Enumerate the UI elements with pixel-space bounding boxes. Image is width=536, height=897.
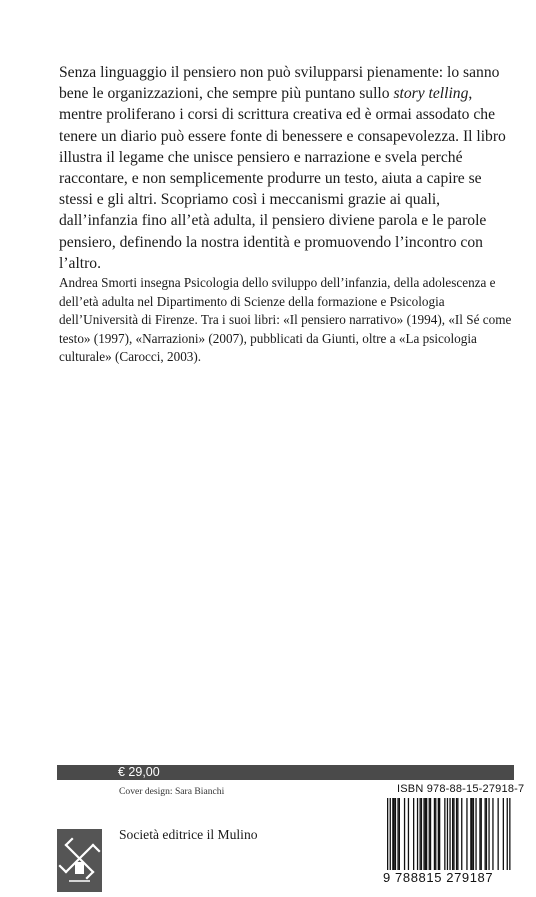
- barcode-bar: [475, 798, 476, 870]
- windmill-icon: [57, 829, 102, 892]
- barcode-bar: [435, 798, 436, 870]
- barcode-bar: [466, 798, 467, 870]
- publisher-logo: [57, 829, 102, 892]
- isbn-barcode: [379, 798, 516, 880]
- barcode-bar: [430, 798, 431, 870]
- barcode-bar: [481, 798, 482, 870]
- barcode-bar: [447, 798, 448, 876]
- barcode-bar: [507, 798, 508, 876]
- barcode-bar: [503, 798, 504, 870]
- barcode-bar: [498, 798, 499, 870]
- barcode-bar: [456, 798, 457, 870]
- barcode-bar: [452, 798, 453, 870]
- barcode-bar: [449, 798, 450, 876]
- barcode-bar: [392, 798, 393, 870]
- barcode-bar: [479, 798, 480, 870]
- barcode-bar: [420, 798, 421, 870]
- barcode-bar: [509, 798, 510, 876]
- blurb-italic-term: story telling: [393, 85, 469, 103]
- barcode-bar: [492, 798, 493, 870]
- barcode-bar: [404, 798, 405, 870]
- back-cover-blurb: [59, 62, 511, 274]
- barcode-bar: [457, 798, 458, 870]
- barcode-bar: [417, 798, 418, 870]
- barcode-bar: [397, 798, 398, 870]
- barcode-digits: 9 788815 279187: [383, 870, 517, 886]
- isbn-label: ISBN 978-88-15-27918-7: [397, 783, 525, 795]
- barcode-bar: [473, 798, 474, 870]
- barcode-bar: [408, 798, 409, 870]
- barcode-bar: [439, 798, 440, 870]
- barcode-bar: [399, 798, 400, 870]
- cover-design-credit: Cover design: Sara Bianchi: [119, 786, 225, 797]
- barcode-bar: [461, 798, 462, 870]
- barcode-bar: [438, 798, 439, 870]
- barcode-bar: [426, 798, 427, 870]
- barcode-bar: [423, 798, 424, 870]
- barcode-bar: [421, 798, 422, 870]
- price-label: € 29,00: [118, 765, 160, 779]
- barcode-bar: [390, 798, 391, 876]
- barcode-bar: [413, 798, 414, 870]
- barcode-bar: [453, 798, 454, 870]
- barcode-bar: [486, 798, 487, 870]
- barcode-bar: [387, 798, 388, 876]
- author-bio: Andrea Smorti insegna Psicologia dello sviluppo dell’infanzia, della adolescenza e dell’età adulta nel Dipartimento di Scienze della formazione e Psicologia dell’Università di Firenze. Tra i suoi libri: «Il pensiero narrativo» (1994), «Il Sé come testo» (1997), «Narrazioni» (2007), pubblicati da Giunti, oltre a «La psicologia culturale» (Carocci, 2003).: [59, 275, 512, 365]
- barcode-bar: [472, 798, 473, 870]
- publisher-name: Società editrice il Mulino: [119, 827, 258, 842]
- barcode-bar: [429, 798, 430, 870]
- barcode-bar: [394, 798, 395, 870]
- barcode-bar: [434, 798, 435, 870]
- barcode-bar: [485, 798, 486, 870]
- barcode-bar: [488, 798, 489, 870]
- barcode-bar: [425, 798, 426, 870]
- blurb-text-end: , mentre proliferano i corsi di scrittura creativa ed è ormai assodato che tenere un diario può essere fonte di benessere e consapevolezza. Il libro illustra il legame che unisce pensiero e narrazione e svela perché raccontare, e non semplicemente produrre un testo, aiuta a capire se stessi e gli altri. Scopriamo così i meccanismi grazie ai quali, dall’infanzia fino all’età adulta, il pensiero diviene parola e le parole pensiero, definendo la nostra identità e promuovendo l’incontro con l’altro.: [59, 85, 506, 272]
- barcode-bar: [395, 798, 396, 870]
- barcode-bar: [470, 798, 471, 870]
- barcode-bar: [444, 798, 445, 870]
- blurb-text-start: Senza linguaggio il pensiero non può svilupparsi pienamente: lo sanno bene le organizzazioni, che sempre più puntano sullo: [59, 64, 500, 103]
